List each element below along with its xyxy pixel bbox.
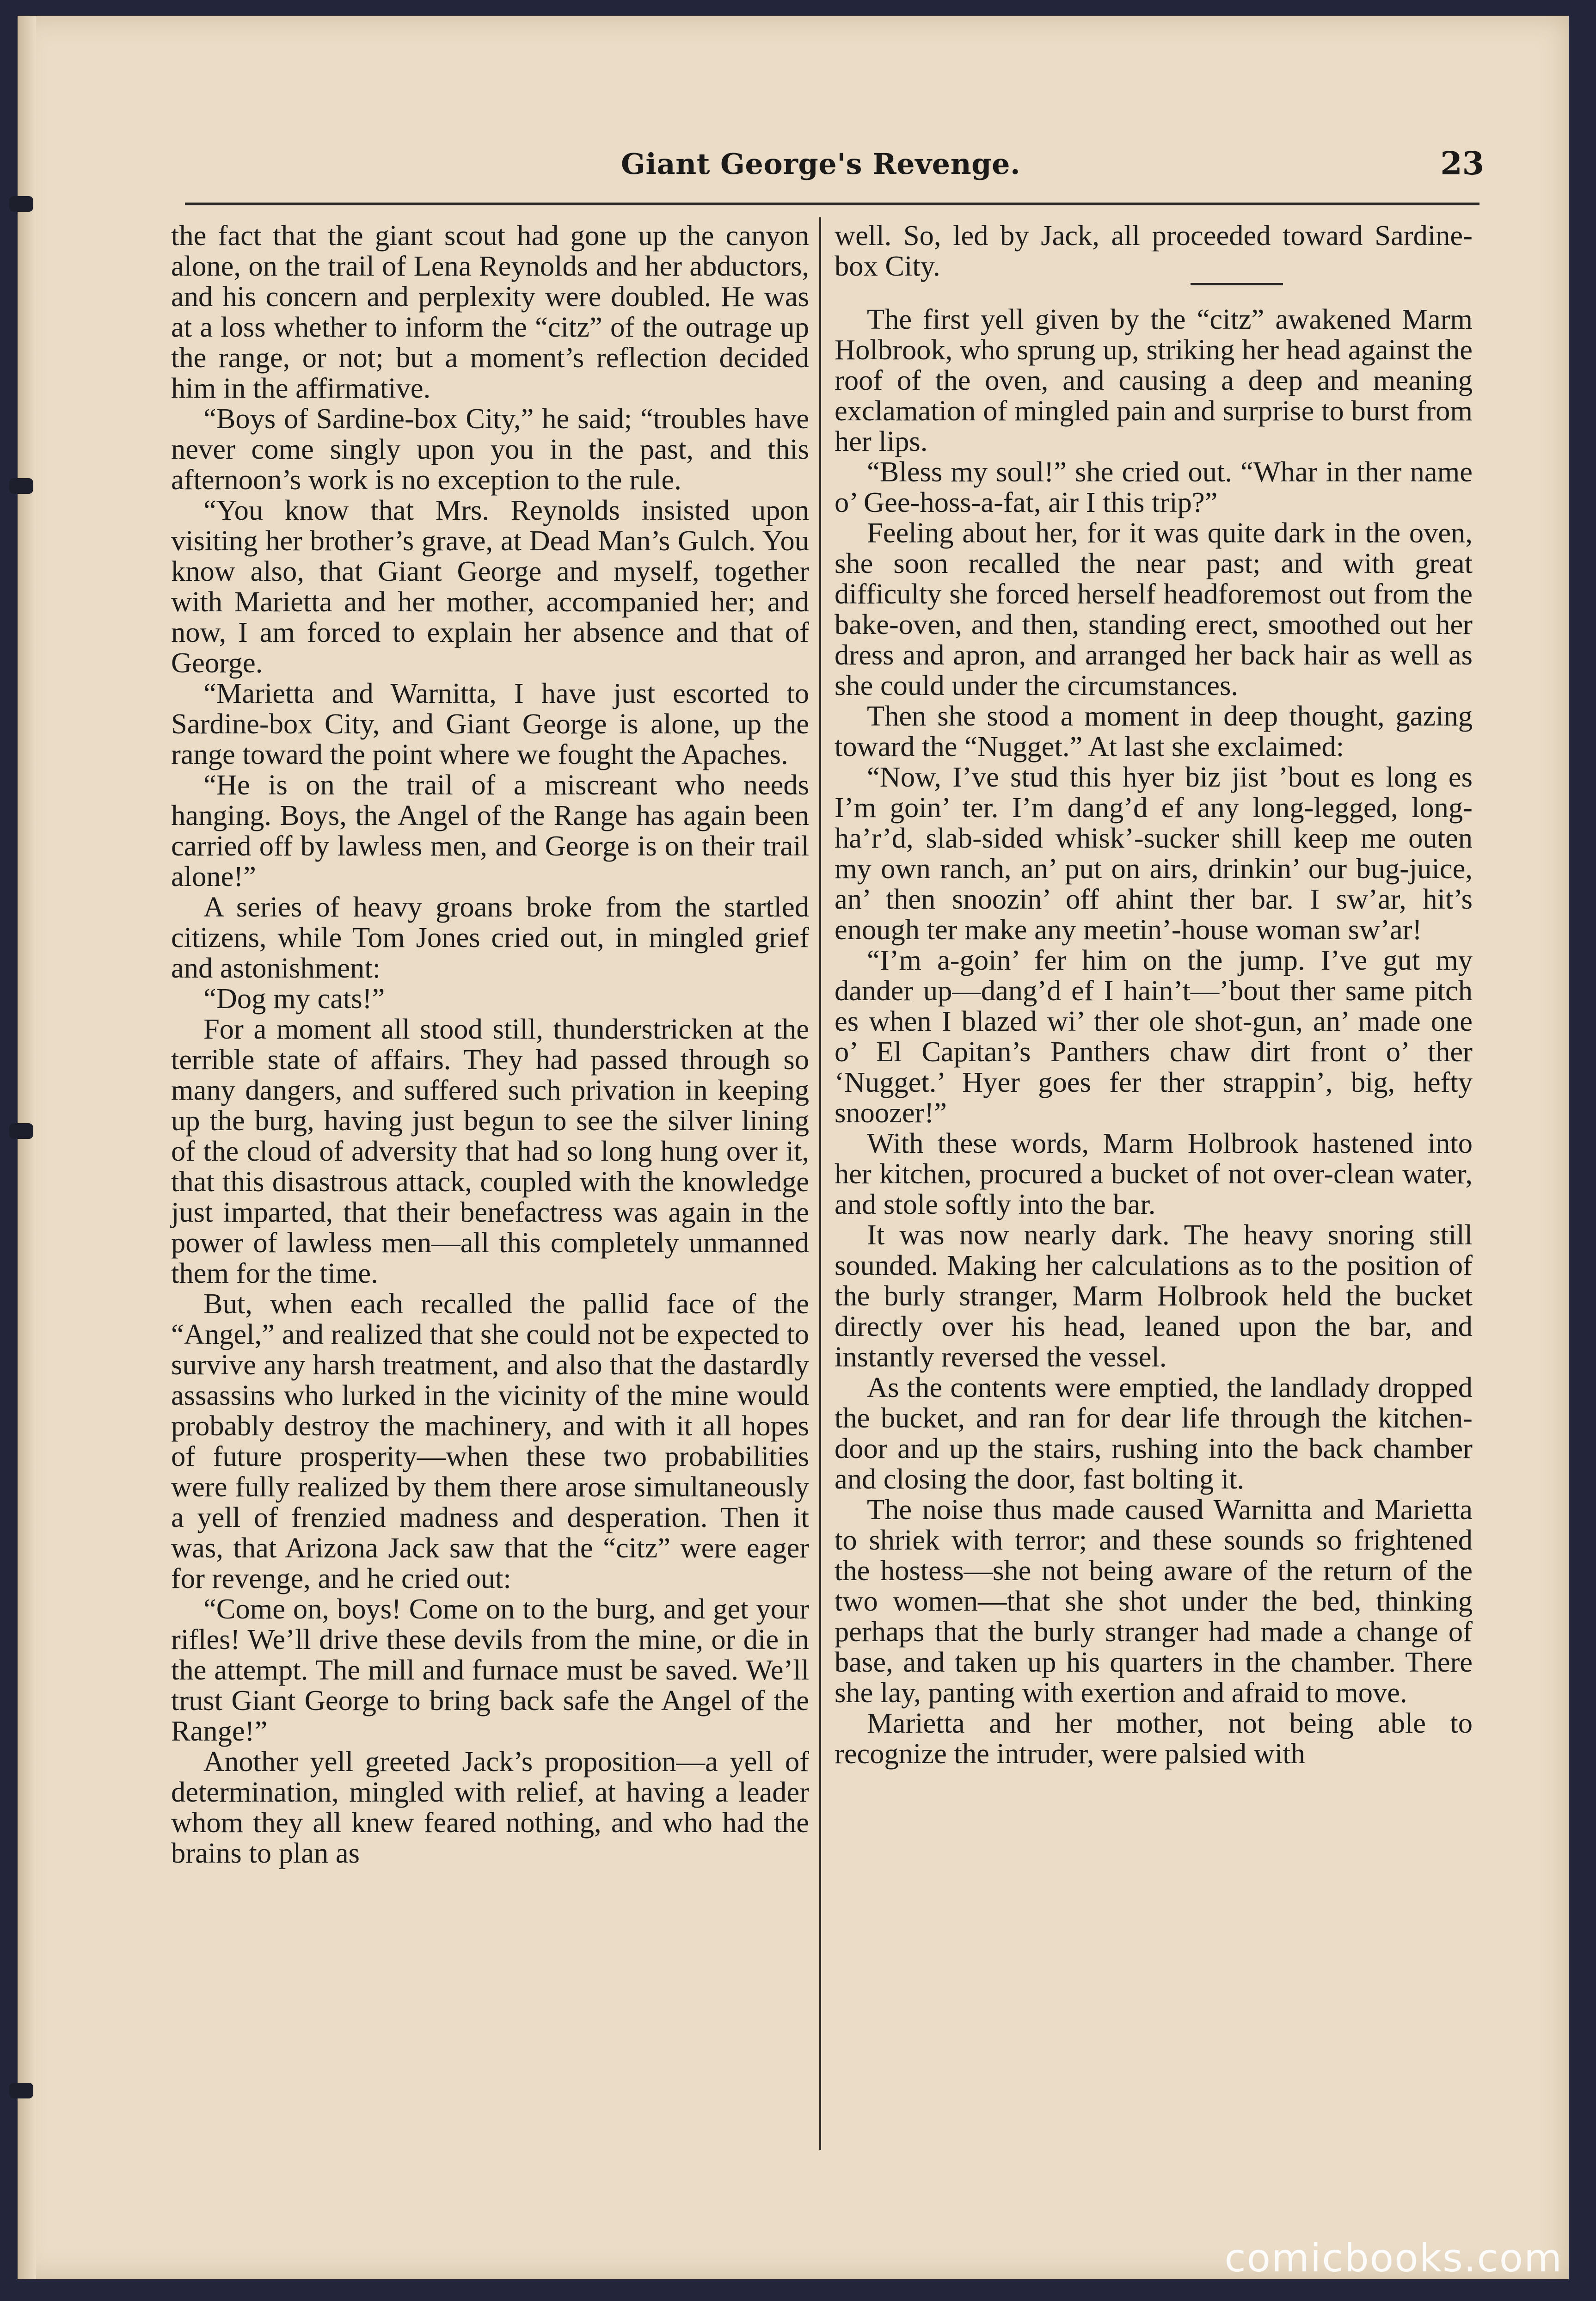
paragraph: “Come on, boys! Come on to the burg, and get your rifles! We’ll drive these devils from the mine, or die in the attempt. The mill and furnace must be saved. We’ll trust Giant George to bring back safe the Angel of the Range!”: [171, 1593, 809, 1747]
paragraph: As the contents were emptied, the landlady dropped the bucket, and ran for dear life through the kitchen-door and up the stairs, rushing into the back chamber and closing the door, fast bolting it.: [835, 1371, 1473, 1495]
staple-mark: [9, 2083, 33, 2098]
paragraph: “Dog my cats!”: [203, 982, 385, 1015]
paragraph: “Bless my soul!” she cried out. “Whar in ther name o’ Gee-hoss-a-fat, air I this trip?”: [835, 455, 1473, 518]
paragraph: The noise thus made caused Warnitta and Marietta to shriek with terror; and these sounds so frightened the hostess—she not being aware of the return of the two women—that she shot under the bed, thinking perhaps that the burly stranger had made a change of base, and taken up his quarters in the chamber. There she lay, panting with exertion and afraid to move.: [835, 1493, 1473, 1709]
paragraph: It was now nearly dark. The heavy snoring still sounded. Making her calculations as to the position of the burly stranger, Marm Holbrook held the bucket directly over his head, leaned upon the bar, and instantly reversed the vessel.: [835, 1218, 1473, 1373]
paragraph: The first yell given by the “citz” awakened Marm Holbrook, who sprung up, striking her head against the roof of the oven, and causing a deep and meaning exclamation of mingled pain and surprise to burst from her lips.: [835, 303, 1473, 457]
header-rule: [185, 203, 1479, 205]
binding-edge: [18, 16, 36, 2279]
paragraph: “He is on the trail of a miscreant who needs hanging. Boys, the Angel of the Range has again been carried off by lawless men, and George is on their trail alone!”: [171, 769, 809, 892]
paragraph: A series of heavy groans broke from the startled citizens, while Tom Jones cried out, in mingled grief and astonishment:: [171, 891, 809, 984]
paragraph: But, when each recalled the pallid face of the “Angel,” and realized that she could not be expected to survive any harsh treatment, and also that the dastardly assassins who lurked in the vicinity of the mine would probably destroy the machinery, and with it all hopes of future prosperity—when these two probabilities were fully realized by them there arose simultaneously a yell of frenzied madness and desperation. Then it was, that Arizona Jack saw that the “citz” were eager for revenge, and he cried out:: [171, 1287, 809, 1594]
text-column-left: [171, 220, 809, 1868]
paragraph: “Marietta and Warnitta, I have just escorted to Sardine-box City, and Giant George is alone, up the range toward the point where we fought the Apaches.: [171, 677, 809, 770]
column-divider: [819, 217, 821, 2150]
paragraph: well. So, led by Jack, all proceeded toward Sardine-box City.: [835, 219, 1473, 282]
page-header: [157, 139, 1484, 190]
text-column-right: [835, 220, 1473, 1769]
staple-mark: [9, 478, 33, 494]
paragraph: Feeling about her, for it was quite dark in the oven, she soon recalled the near past; and with great difficulty she forced herself headforemost out from the bake-oven, and then, standing erect, smoothed out her dress and apron, and arranged her back hair as well as she could under the circumstances.: [835, 517, 1473, 701]
paragraph: Another yell greeted Jack’s proposition—a yell of determination, mingled with relief, at having a leader whom they all knew feared nothing, and who had the brains to plan as: [171, 1745, 809, 1869]
paragraph: “Boys of Sardine-box City,” he said; “troubles have never come singly upon you in the past, and this afternoon’s work is no exception to the rule.: [171, 402, 809, 496]
paragraph: the fact that the giant scout had gone up the canyon alone, on the trail of Lena Reynolds and her abductors, and his concern and perplexity were doubled. He was at a loss whether to inform the “citz” of the outrage up the range, or not; but a moment’s reflection decided him in the affirmative.: [171, 219, 809, 404]
staple-mark: [9, 1123, 33, 1139]
paragraph: “You know that Mrs. Reynolds insisted upon visiting her brother’s grave, at Dead Man’s Gulch. You know also, that Giant George and myself, together with Marietta and her mother, accompanied her; and now, I am forced to explain her absence and that of George.: [171, 494, 809, 679]
page-number: 23: [1440, 145, 1484, 182]
staple-mark: [9, 196, 33, 212]
watermark: comicbooks.com: [1224, 2235, 1563, 2281]
paragraph: “I’m a-goin’ fer him on the jump. I’ve gut my dander up—dang’d ef I hain’t—’bout ther same pitch es when I blazed wi’ ther ole shot-gun, an’ made one o’ El Capitan’s Panthers chaw dirt front o’ ther ‘Nugget.’ Hyer goes fer ther strappin’, big, hefty snoozer!”: [835, 944, 1473, 1129]
paragraph: Marietta and her mother, not being able to recognize the intruder, were palsied with: [835, 1707, 1473, 1770]
paragraph: With these words, Marm Holbrook hastened into her kitchen, procured a bucket of not over-clean water, and stole softly into the bar.: [835, 1127, 1473, 1220]
paragraph: For a moment all stood still, thunderstricken at the terrible state of affairs. They had passed through so many dangers, and suffered such privation in keeping up the burg, having just begun to see the silver lining of the cloud of adversity that had so long hung over it, that this disastrous attack, coupled with the knowledge just imparted, that their benefactress was again in the power of lawless men—all this completely unmanned them for the time.: [171, 1013, 809, 1289]
paragraph: Then she stood a moment in deep thought, gazing toward the “Nugget.” At last she exclaimed:: [835, 700, 1473, 763]
running-title: Giant George's Revenge.: [620, 147, 1021, 181]
paragraph: “Now, I’ve stud this hyer biz jist ’bout es long es I’m goin’ ter. I’m dang’d ef any long-legged, long-ha’r’d, slab-sided whisk’-sucker shill keep me outen my own ranch, an’ put on airs, drinkin’ our bug-juice, an’ then snoozin’ off ahint ther bar. I sw’ar, hit’s enough ter make any meetin’-house woman sw’ar!: [835, 761, 1473, 946]
